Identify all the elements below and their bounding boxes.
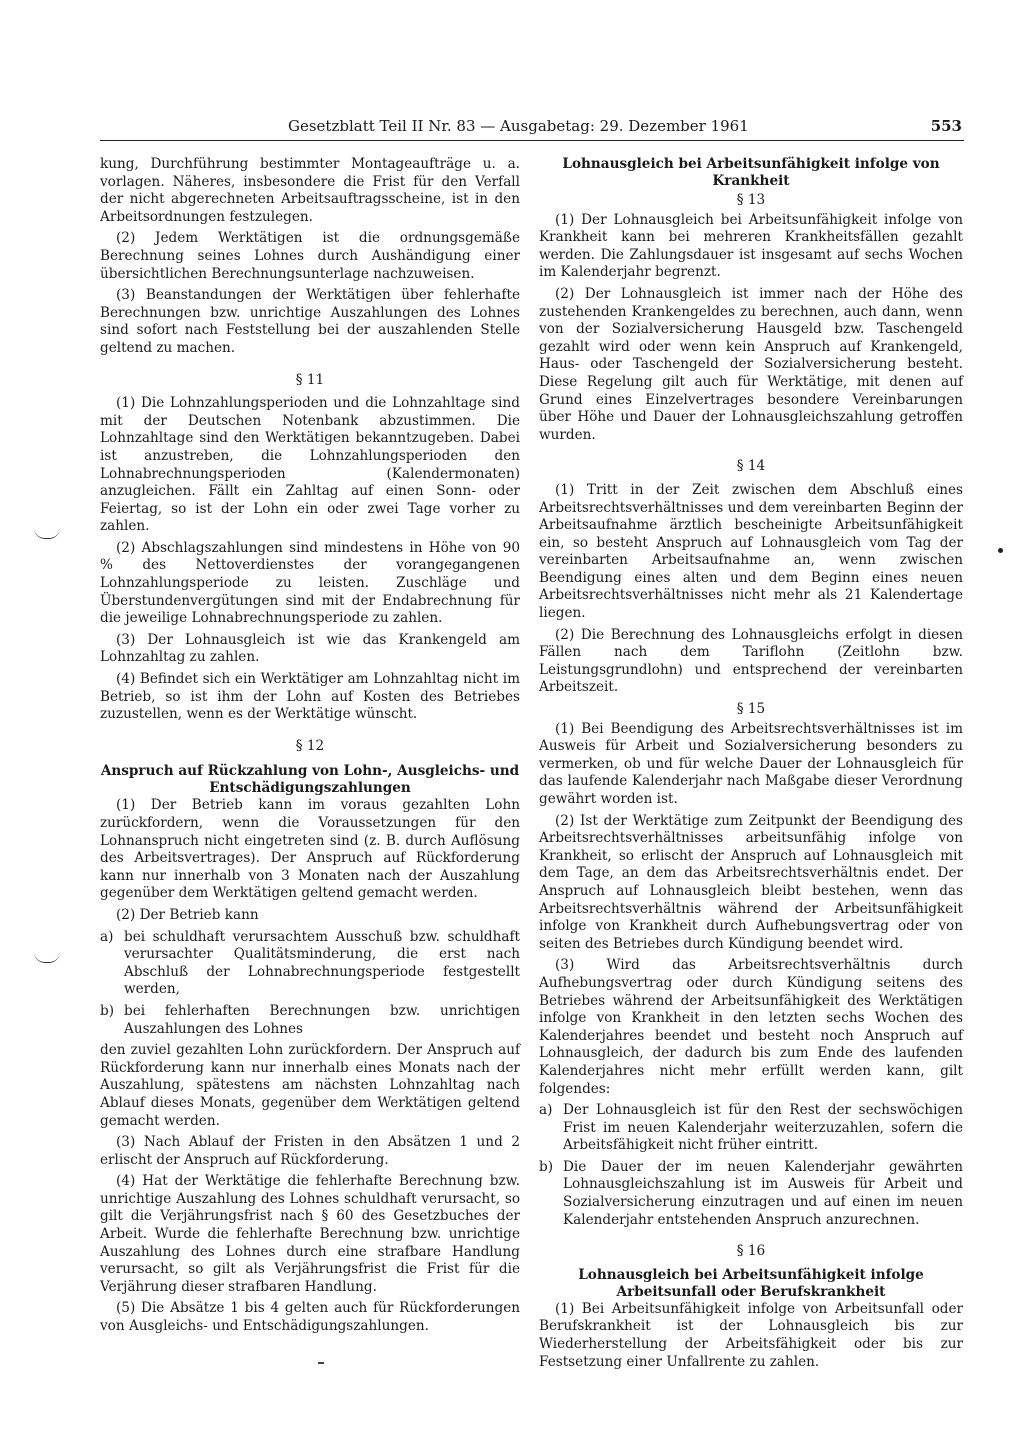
paragraph-13-2: (2) Der Lohnausgleich ist immer nach der Höhe des zustehenden Krankengeldes zu berechnen, auch dann, wenn von der Sozialversicherung Hausgeld bzw. Taschengeld gezahlt wird oder wenn kein Anspruch auf Krankengeld, Haus- oder Taschengeld der Sozialversicherung besteht. Diese Regelung gilt auch für Werktätige, mit denen auf Grund eines Einzelvertrages besondere Vereinbarungen über Höhe und Dauer der Lohnausgleichszahlung getroffen wurden.: [539, 285, 963, 443]
section-16-heading: § 16: [736, 1243, 766, 1260]
section-16-title: Lohnausgleich bei Arbeitsunfähigkeit infolge Arbeitsunfall oder Berufskrankheit: [578, 1266, 924, 1300]
paragraph-16-1: (1) Bei Arbeitsunfähigkeit infolge von Arbeitsunfall oder Berufskrankheit ist der Lohnausgleich bis zur Wiederherstellung der Arbeitsfähigkeit oder bis zur Festsetzung einer Unfallrente zu zahlen.: [539, 1300, 963, 1370]
list-text: Die Dauer der im neuen Kalenderjahr gewährten Lohnausgleichszahlung ist im Ausweis für Arbeit und Sozialversicherung einzutragen und auf einen im neuen Kalenderjahr entstehenden Anspruch anzurechnen.: [563, 1158, 963, 1228]
paragraph-10-3: (3) Beanstandungen der Werktätigen über fehlerhafte Berechnungen bzw. unrichtige Auszahlungen des Lohnes sind sofort nach Feststellung bei der auszahlenden Stelle geltend zu machen.: [100, 287, 520, 356]
list-label: a): [100, 928, 114, 945]
list-item-15-b: [539, 1159, 963, 1229]
list-text: bei fehlerhaften Berechnungen bzw. unrichtigen Auszahlungen des Lohnes: [124, 1002, 520, 1037]
paragraph-13-1: (1) Der Lohnausgleich bei Arbeitsunfähigkeit infolge von Krankheit kann bei mehreren Krankheitsfällen gezahlt werden. Die Zahlungsdauer ist insgesamt auf sechs Wochen im Kalenderjahr begrenzt.: [539, 211, 963, 281]
list-text: Der Lohnausgleich ist für den Rest der sechswöchigen Frist im neuen Kalenderjahr weiterzuzahlen, sofern die Arbeitsfähigkeit nicht früher eintritt.: [563, 1102, 963, 1154]
section-15-heading: § 15: [736, 701, 766, 718]
left-column: [100, 156, 520, 1340]
list-item-12-a: [100, 929, 520, 999]
section-13-heading: § 13: [736, 192, 766, 208]
page-number: 553: [930, 117, 962, 135]
margin-mark: [34, 952, 60, 963]
list-label: a): [539, 1102, 553, 1119]
paragraph-10-2: (2) Jedem Werktätigen ist die ordnungsgemäße Berechnung seines Lohnes durch Aushändigung einer übersichtlichen Berechnungsunterlage nachzuweisen.: [100, 230, 520, 282]
paragraph-12-3: (3) Nach Ablauf der Fristen in den Absätzen 1 und 2 erlischt der Anspruch auf Rückforderung.: [100, 1134, 520, 1168]
section-12-title: Anspruch auf Rückzahlung von Lohn-, Ausgleichs- und Entschädigungszahlungen: [100, 763, 520, 797]
paragraph-11-1: (1) Die Lohnzahlungsperioden und die Lohnzahltage sind mit der Deutschen Notenbank abzustimmen. Die Lohnzahltage sind den Werktätigen bekanntzugeben. Dabei ist anzustreben, die Lohnzahlungsperioden den Lohnabrechnungsperioden (Kalendermonaten) anzugleichen. Fällt ein Zahltag auf einen Sonn- oder Feiertag, so ist der Lohn ein oder zwei Tage vorher zu zahlen.: [100, 395, 520, 535]
header-title: Gesetzblatt Teil II Nr. 83 — Ausgabetag: 29. Dezember 1961: [288, 117, 749, 135]
paragraph-12-1: (1) Der Betrieb kann im voraus gezahlten Lohn zurückfordern, wenn die Voraussetzungen für den Lohnanspruch nicht eingetreten sind (z. B. durch Auflösung des Arbeitsvertrages). Der Anspruch auf Rückforderung kann nur innerhalb von 3 Monaten nach der Auszahlung gegenüber dem Werktätigen geltend gemacht werden.: [100, 797, 520, 902]
paragraph-continued: kung, Durchführung bestimmter Montageaufträge u. a. vorlagen. Näheres, insbesondere die Frist für den Verfall der nicht abgerechneten Arbeitsauftragsscheine, ist in den Arbeitsordnungen festzulegen.: [100, 156, 520, 225]
right-column: [539, 156, 963, 1375]
page-header: [100, 113, 962, 139]
section-11-heading: § 11: [295, 371, 325, 388]
paragraph-15-3: (3) Wird das Arbeitsrechtsverhältnis durch Aufhebungsvertrag oder durch Kündigung seitens des Betriebes während der Arbeitsunfähigkeit des Werktätigen infolge von Krankheit in den letzten sechs Wochen des Kalenderjahres beendet und besteht noch Anspruch auf Lohnausgleich, der dadurch bis zum Ende des laufenden Kalenderjahres nicht mehr erfüllt werden kann, gilt folgendes:: [539, 957, 963, 1097]
paragraph-12-5: (5) Die Absätze 1 bis 4 gelten auch für Rückforderungen von Ausgleichs- und Entschädigungszahlungen.: [100, 1300, 520, 1335]
paragraph-11-3: (3) Der Lohnausgleich ist wie das Krankengeld am Lohnzahltag zu zahlen.: [100, 631, 520, 666]
paragraph-14-2: (2) Die Berechnung des Lohnausgleichs erfolgt in diesen Fällen nach dem Tariflohn (Zeitlohn bzw. Leistungsgrundlohn) und entsprechend der vereinbarten Arbeitszeit.: [539, 626, 963, 696]
section-14-heading: § 14: [736, 458, 766, 475]
section-12-heading: § 12: [295, 737, 325, 754]
paragraph-12-2-cont: den zuviel gezahlten Lohn zurückfordern. Der Anspruch auf Rückforderung kann nur innerhalb eines Monats nach der Auszahlung, spätestens am nächsten Lohnzahltag nach Ablauf dieses Monats, gegenüber dem Werktätigen geltend gemacht werden.: [100, 1042, 520, 1129]
header-rule: [100, 140, 964, 141]
paragraph-12-2: (2) Der Betrieb kann: [116, 906, 259, 923]
paragraph-11-2: (2) Abschlagszahlungen sind mindestens in Höhe von 90 % des Nettoverdienstes der vorangegangenen Lohnzahlungsperiode zu leisten. Zuschläge und Überstundenvergütungen sind mit der Endabrechnung für die jeweilige Lohnabrechnungsperiode zu zahlen.: [100, 539, 520, 627]
section-13-title: Lohnausgleich bei Arbeitsunfähigkeit infolge von Krankheit: [562, 156, 940, 189]
list-item-12-b: [100, 1003, 520, 1038]
list-label: b): [539, 1158, 554, 1175]
paragraph-11-4: (4) Befindet sich ein Werktätiger am Lohnzahltag nicht im Betrieb, so ist ihm der Lohn auf Kosten des Betriebes zuzustellen, wenn es der Werktätige wünscht.: [100, 671, 520, 723]
margin-mark: [34, 528, 60, 539]
list-label: b): [100, 1002, 115, 1019]
margin-tick: [318, 1362, 324, 1364]
paragraph-14-1: (1) Tritt in der Zeit zwischen dem Abschluß eines Arbeitsrechtsverhältnisses und dem vereinbarten Beginn der Arbeitsaufnahme ärztlich bescheinigte Arbeitsunfähigkeit ein, so besteht Anspruch auf Lohnausgleich vom Tag der vereinbarten Arbeitsaufnahme an, wenn zwischen Beendigung eines alten und dem Beginn eines neuen Arbeitsrechtsverhältnisses nicht mehr als 21 Kalendertage liegen.: [539, 481, 963, 622]
list-text: bei schuldhaft verursachtem Ausschuß bzw. schuldhaft verursachter Qualitätsminderung, die erst nach Abschluß der Lohnabrechnungsperiode festgestellt werden,: [124, 928, 520, 998]
paragraph-15-2: (2) Ist der Werktätige zum Zeitpunkt der Beendigung des Arbeitsrechtsverhältnisses arbeitsunfähig infolge von Krankheit, so erlischt der Anspruch auf Lohnausgleich mit dem Tage, an dem das Arbeitsrechtsverhältnis endet. Der Anspruch auf Lohnausgleich bleibt bestehen, wenn das Arbeitsrechtsverhältnis während der Arbeitsunfähigkeit infolge von Krankheit durch Aufhebungsvertrag oder von seiten des Betriebes durch Kündigung beendet wird.: [539, 812, 963, 952]
list-item-15-a: [539, 1102, 963, 1155]
paragraph-12-4: (4) Hat der Werktätige die fehlerhafte Berechnung bzw. unrichtige Auszahlung des Lohnes schuldhaft verursacht, so gilt die Verjährungsfrist nach § 60 des Gesetzbuches der Arbeit. Wurde die fehlerhafte Berechnung bzw. unrichtige Auszahlung des Lohnes durch eine strafbare Handlung verursacht, so gilt als Verjährungsfrist die Frist für die Verjährung dieser strafbaren Handlung.: [100, 1173, 520, 1295]
paragraph-15-1: (1) Bei Beendigung des Arbeitsrechtsverhältnisses ist im Ausweis für Arbeit und Sozialversicherung besonders zu vermerken, ob und für welche Dauer der Lohnausgleich für das laufende Kalenderjahr nach Maßgabe dieser Verordnung gewährt worden ist.: [539, 720, 963, 807]
margin-dot: [998, 548, 1003, 553]
